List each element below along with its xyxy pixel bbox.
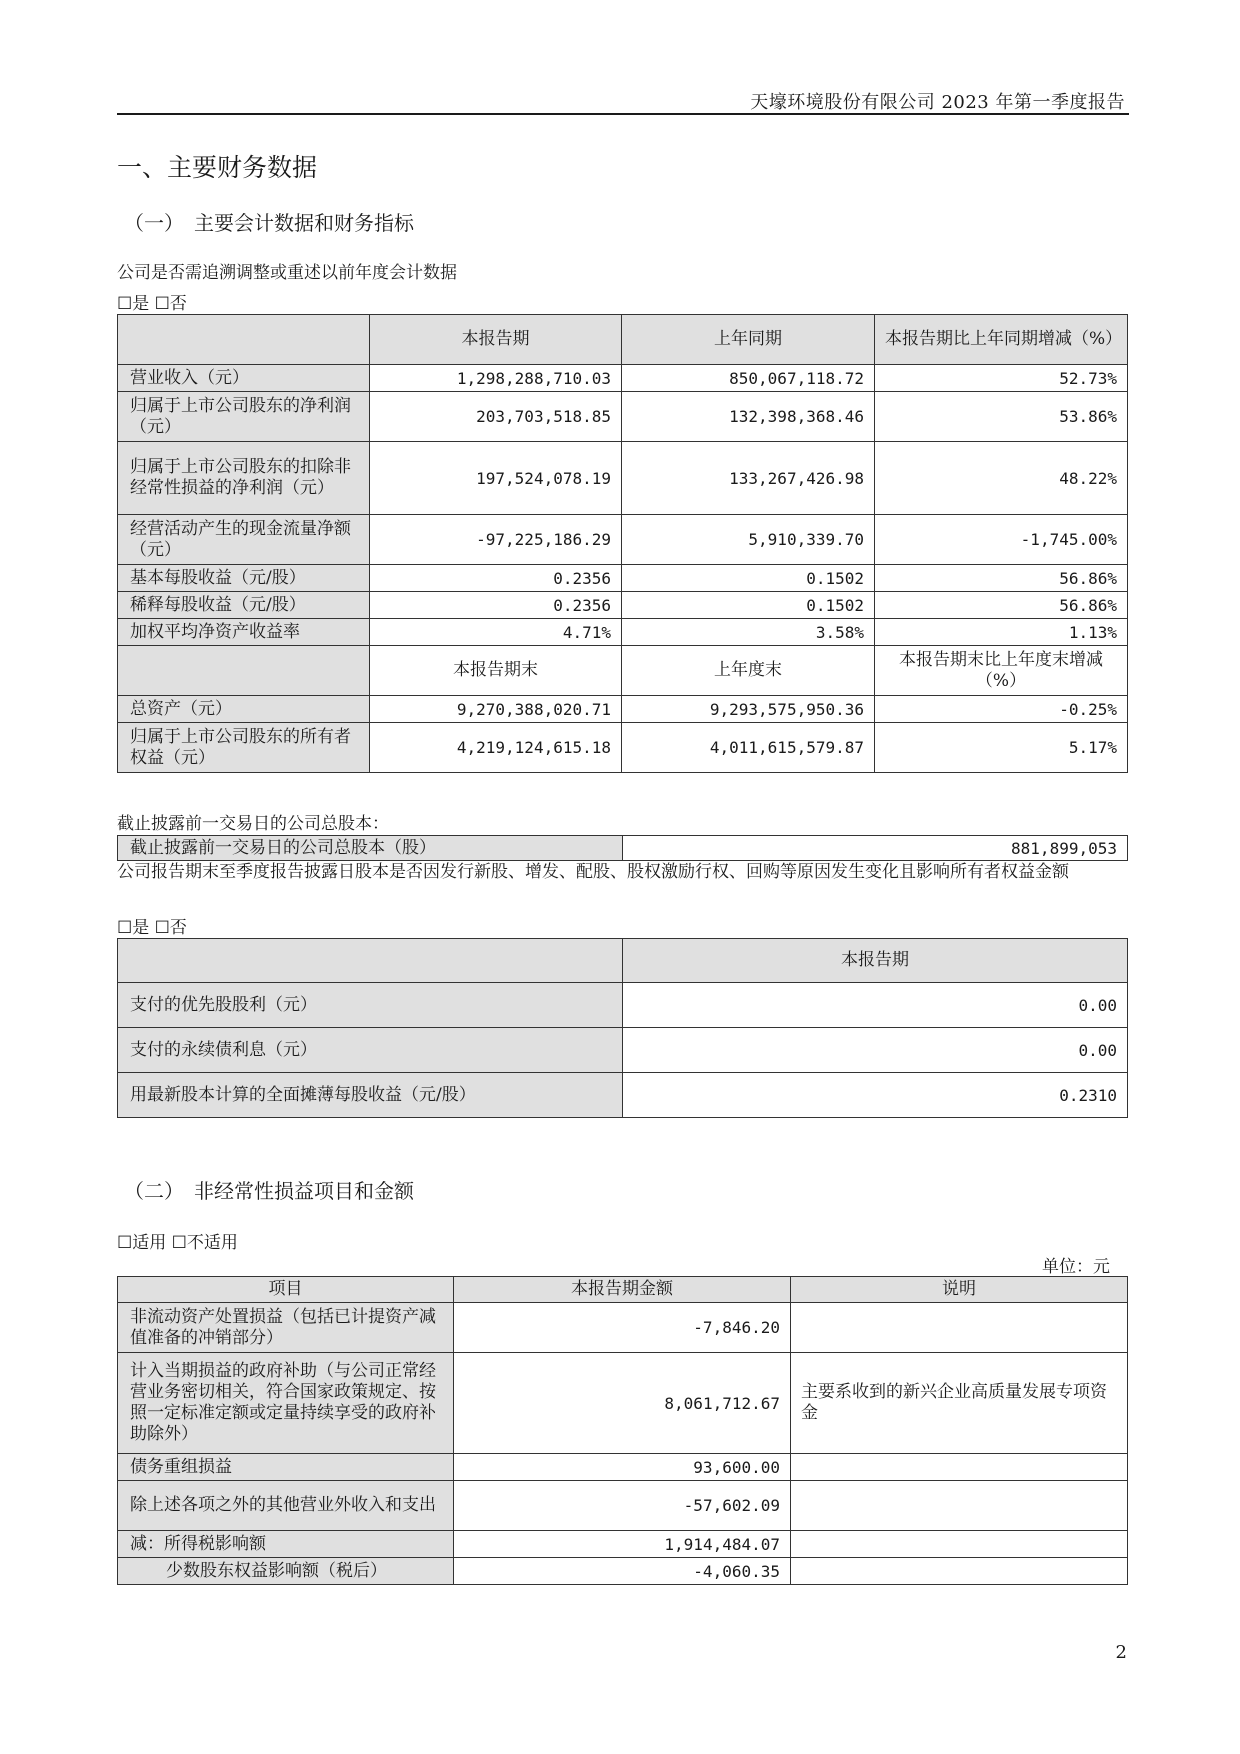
- row-label: 减：所得税影响额: [118, 1531, 454, 1558]
- value-cell: 0.1502: [622, 592, 875, 619]
- page-number: 2: [1115, 1642, 1127, 1663]
- value-cell: -4,060.35: [454, 1558, 791, 1585]
- running-header: 天壕环境股份有限公司 2023 年第一季度报告: [750, 92, 1125, 113]
- table-row: [118, 1028, 1128, 1073]
- header-cell: 本报告期金额: [454, 1277, 791, 1303]
- value-cell: 56.86%: [875, 592, 1128, 619]
- header-cell: 上年度末: [622, 646, 875, 696]
- row-label: 加权平均净资产收益率: [118, 619, 370, 646]
- value-cell: 4.71%: [370, 619, 622, 646]
- restate-question: 公司是否需追溯调整或重述以前年度会计数据: [117, 263, 457, 283]
- table-header-row: [118, 939, 1128, 983]
- row-label: 稀释每股收益（元/股）: [118, 592, 370, 619]
- value-cell: 4,011,615,579.87: [622, 723, 875, 773]
- row-label: 少数股东权益影响额（税后）: [118, 1558, 454, 1585]
- header-rule: [117, 113, 1129, 115]
- table-row: [118, 565, 1128, 592]
- value-cell: 203,703,518.85: [370, 392, 622, 442]
- table-row: [118, 1353, 1128, 1454]
- unit-label: 单位：元: [1042, 1257, 1110, 1277]
- table-row: [118, 1454, 1128, 1481]
- table-row: [118, 365, 1128, 392]
- value-cell: -1,745.00%: [875, 515, 1128, 565]
- value-cell: 48.22%: [875, 442, 1128, 515]
- table-row: [118, 1558, 1128, 1585]
- value-cell: -0.25%: [875, 696, 1128, 723]
- value-cell: 9,293,575,950.36: [622, 696, 875, 723]
- value-cell: 132,398,368.46: [622, 392, 875, 442]
- header-cell: [118, 939, 623, 983]
- row-label: 归属于上市公司股东的净利润（元）: [118, 392, 370, 442]
- table-row: [118, 723, 1128, 773]
- header-cell: 本报告期比上年同期增减（%）: [875, 315, 1128, 365]
- header-cell: 项目: [118, 1277, 454, 1303]
- row-label: 计入当期损益的政府补助（与公司正常经营业务密切相关，符合国家政策规定、按照一定标准定额或定量持续享受的政府补助除外）: [118, 1353, 454, 1454]
- value-cell: 1,914,484.07: [454, 1531, 791, 1558]
- row-label: 支付的优先股股利（元）: [118, 983, 623, 1028]
- share-change-question: 公司报告期末至季度报告披露日股本是否因发行新股、增发、配股、股权激励行权、回购等原因发生变化且影响所有者权益金额: [117, 862, 1069, 882]
- value-cell: 4,219,124,615.18: [370, 723, 622, 773]
- note-cell: [791, 1531, 1128, 1558]
- value-cell: 197,524,078.19: [370, 442, 622, 515]
- table-header-row: [118, 646, 1128, 696]
- value-cell: 0.1502: [622, 565, 875, 592]
- table-row: [118, 442, 1128, 515]
- applicable-options: ☐适用 ☐不适用: [117, 1233, 238, 1253]
- table-row: [118, 392, 1128, 442]
- row-label: 债务重组损益: [118, 1454, 454, 1481]
- table-row: [118, 515, 1128, 565]
- key-data-table: [117, 314, 1128, 773]
- value-cell: -7,846.20: [454, 1303, 791, 1353]
- value-cell: 52.73%: [875, 365, 1128, 392]
- share-capital-value: 881,899,053: [623, 836, 1128, 861]
- share-capital-label: 截止披露前一交易日的公司总股本（股）: [118, 836, 623, 861]
- table-row: [118, 1481, 1128, 1531]
- value-cell: 0.00: [623, 1028, 1128, 1073]
- table-row: [118, 619, 1128, 646]
- header-cell: 本报告期末: [370, 646, 622, 696]
- subsection-title-2: （二） 非经常性损益项目和金额: [124, 1179, 414, 1203]
- header-cell: 说明: [791, 1277, 1128, 1303]
- value-cell: 5.17%: [875, 723, 1128, 773]
- row-label: 非流动资产处置损益（包括已计提资产减值准备的冲销部分）: [118, 1303, 454, 1353]
- share-change-options: ☐是 ☐否: [117, 918, 187, 938]
- eps-table: [117, 938, 1128, 1118]
- value-cell: 8,061,712.67: [454, 1353, 791, 1454]
- header-cell: 本报告期: [370, 315, 622, 365]
- table-row: [118, 592, 1128, 619]
- table-row: [118, 1303, 1128, 1353]
- restate-options: ☐是 ☐否: [117, 294, 187, 314]
- table-row: [118, 1073, 1128, 1118]
- value-cell: 0.2356: [370, 565, 622, 592]
- section-title: 一、主要财务数据: [117, 153, 318, 182]
- table-row: [118, 1531, 1128, 1558]
- row-label: 基本每股收益（元/股）: [118, 565, 370, 592]
- table-row: [118, 983, 1128, 1028]
- header-cell: [118, 315, 370, 365]
- share-capital-table: [117, 835, 1128, 861]
- row-label: 经营活动产生的现金流量净额（元）: [118, 515, 370, 565]
- table-row: [118, 836, 1128, 861]
- value-cell: 93,600.00: [454, 1454, 791, 1481]
- non-recurring-table: [117, 1276, 1128, 1585]
- table-header-row: [118, 1277, 1128, 1303]
- value-cell: 850,067,118.72: [622, 365, 875, 392]
- share-capital-intro: 截止披露前一交易日的公司总股本：: [117, 814, 389, 834]
- note-cell: [791, 1303, 1128, 1353]
- row-label: 营业收入（元）: [118, 365, 370, 392]
- note-cell: [791, 1481, 1128, 1531]
- header-cell: 本报告期: [623, 939, 1128, 983]
- value-cell: 53.86%: [875, 392, 1128, 442]
- value-cell: 3.58%: [622, 619, 875, 646]
- row-label: 归属于上市公司股东的所有者权益（元）: [118, 723, 370, 773]
- row-label: 总资产（元）: [118, 696, 370, 723]
- value-cell: 0.00: [623, 983, 1128, 1028]
- value-cell: 56.86%: [875, 565, 1128, 592]
- value-cell: 133,267,426.98: [622, 442, 875, 515]
- note-cell: [791, 1558, 1128, 1585]
- table-row: [118, 696, 1128, 723]
- value-cell: -57,602.09: [454, 1481, 791, 1531]
- value-cell: -97,225,186.29: [370, 515, 622, 565]
- value-cell: 0.2356: [370, 592, 622, 619]
- value-cell: 9,270,388,020.71: [370, 696, 622, 723]
- header-cell: 上年同期: [622, 315, 875, 365]
- row-label: 支付的永续债利息（元）: [118, 1028, 623, 1073]
- row-label: 归属于上市公司股东的扣除非经常性损益的净利润（元）: [118, 442, 370, 515]
- value-cell: 1,298,288,710.03: [370, 365, 622, 392]
- note-cell: [791, 1454, 1128, 1481]
- row-label: 除上述各项之外的其他营业外收入和支出: [118, 1481, 454, 1531]
- subsection-title-1: （一） 主要会计数据和财务指标: [124, 211, 414, 235]
- value-cell: 5,910,339.70: [622, 515, 875, 565]
- header-cell: [118, 646, 370, 696]
- value-cell: 0.2310: [623, 1073, 1128, 1118]
- value-cell: 1.13%: [875, 619, 1128, 646]
- row-label: 用最新股本计算的全面摊薄每股收益（元/股）: [118, 1073, 623, 1118]
- table-header-row: [118, 315, 1128, 365]
- note-cell: 主要系收到的新兴企业高质量发展专项资金: [791, 1353, 1128, 1454]
- header-cell: 本报告期末比上年度末增减（%）: [875, 646, 1128, 696]
